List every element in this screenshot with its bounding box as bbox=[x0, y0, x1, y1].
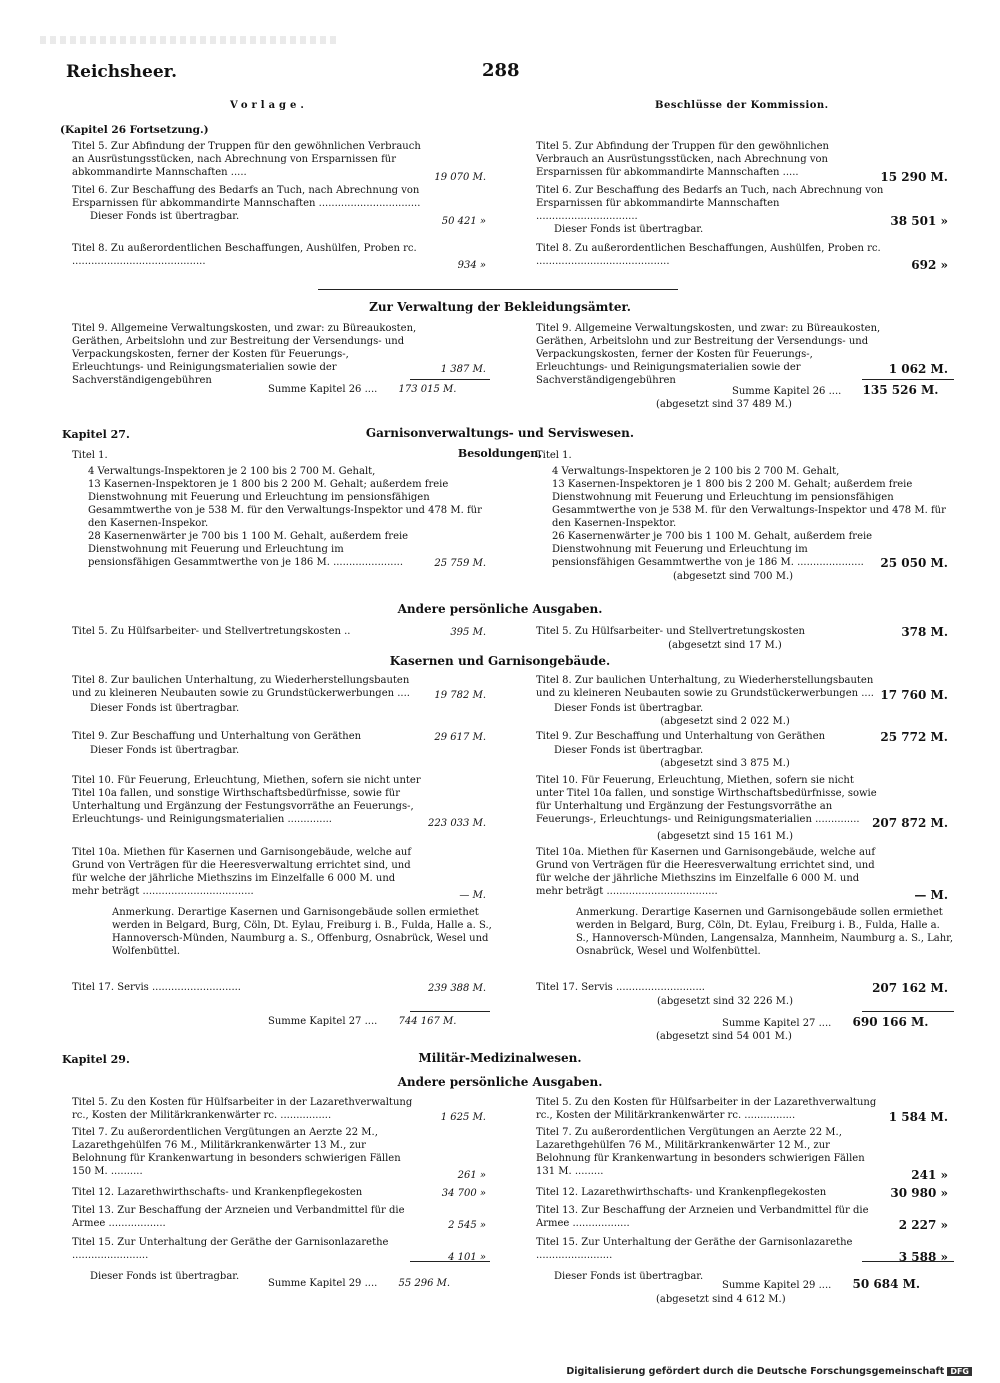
sum-rule bbox=[862, 1261, 954, 1262]
k27-t10a-right: Titel 10a. Miethen für Kasernen und Garnisongebäude, welche auf Grund von Verträgen für die Heeresverwaltung errichtet sind, und für welche der jährliche Miethszins im Einzelfalle 6 000 M. und mehr beträgt ................................... — M. Anmerkung. Derartige Kasernen und Garnisongebäude sollen ermiethet werden in Belgard, Burg, Cöln, Dt. Eylau, Freiburg i. B., Fulda, Halle a. S., Hannoversch-Münden, Langensalza, Mannheim, Naumburg a. S., Lahr, Osnabrück, Wesel und Wolfenbüttel. bbox=[536, 847, 954, 957]
k27-titel1-right: Titel 1. bbox=[536, 450, 572, 461]
k26-t5-left: Titel 5. Zur Abfindung der Truppen für den gewöhnlichen Verbrauch an Ausrüstungsstücken, nach Abrechnung von Ersparnissen für abkommandirte Mannschaften ..... 19 070 M. bbox=[72, 141, 486, 183]
kapitel-29-label: Kapitel 29. bbox=[62, 1053, 130, 1066]
k26-t5-right: Titel 5. Zur Abfindung der Truppen für den gewöhnlichen Verbrauch an Ausrüstungsstücken, nach Abrechnung von Ersparnissen für abkommandirte Mannschaften ..... 15 290 M. bbox=[536, 141, 948, 184]
sum-rule bbox=[862, 1011, 954, 1012]
k27-t17-right: Titel 17. Servis ............................ 207 162 M. (abgesetzt sind 32 226 M.) bbox=[536, 981, 948, 1007]
page-number: 288 bbox=[482, 60, 520, 81]
k27-t17-left: Titel 17. Servis ............................ 239 388 M. bbox=[72, 982, 486, 994]
sum-rule bbox=[410, 1261, 490, 1262]
footer bbox=[566, 1366, 972, 1377]
k26-sum-left: Summe Kapitel 26 .... 173 015 M. bbox=[268, 384, 457, 395]
k29-t15-left: Titel 15. Zur Unterhaltung der Geräthe der Garnisonlazarethe ........................ 4 101 » bbox=[72, 1237, 486, 1263]
k29-t7-left: Titel 7. Zu außerordentlichen Vergütungen an Aerzte 22 M., Lazarethgehülfen 76 M., Militärkrankenwärter 13 M., zur Belohnung für Krankenwartung in besonders schwierigen Fällen 150 M. .......... 261 » bbox=[72, 1127, 486, 1181]
k27-besoldung-right: 4 Verwaltungs-Inspektoren je 2 100 bis 2 700 M. Gehalt, 13 Kasernen-Inspektoren je 1 800 bis 2 200 M. Gehalt; außerdem freie Dienstwohnung mit Feuerung und Erleuchtung im pensionsfähigen Gesammtwerthe von je 538 M. für den Verwaltungs-Inspektor und 478 M. für den Kasernen-Inspektor. 26 Kasernenwärter je 700 bis 1 100 M. Gehalt, außerdem freie Dienstwohnung mit Feuerung und Erleuchtung im pensionsfähigen Gesammtwerthe von je 186 M. ..................... 25 050 M. (abgesetzt sind 700 M.) bbox=[552, 466, 948, 582]
section-andere-29: Andere persönliche Ausgaben. bbox=[397, 1075, 603, 1089]
k26-right-column bbox=[536, 140, 954, 272]
k26-t6-right: Titel 6. Zur Beschaffung des Bedarfs an Tuch, nach Abrechnung von Ersparnissen für abkommandirte Mannschaften ................................ Dieser Fonds ist übertragbar. 38 501 » bbox=[536, 185, 948, 235]
k29-sum-right: Summe Kapitel 29 .... 50 684 M. bbox=[722, 1277, 921, 1291]
dfg-logo: DFG bbox=[947, 1367, 972, 1376]
section-bekleidungsaemter: Zur Verwaltung der Bekleidungsämter. bbox=[369, 300, 631, 314]
k27-t5-right: Titel 5. Zu Hülfsarbeiter- und Stellvertretungskosten 378 M. (abgesetzt sind 17 M.) bbox=[536, 625, 948, 651]
section-medizinal: Militär-Medizinalwesen. bbox=[418, 1051, 582, 1065]
k27-t10a-left: Titel 10a. Miethen für Kasernen und Garnisongebäude, welche auf Grund von Verträgen für die Heeresverwaltung errichtet sind, und für welche der jährliche Miethszins im Einzelfalle 6 000 M. und mehr beträgt ................................... — M. Anmerkung. Derartige Kasernen und Garnisongebäude sollen ermiethet werden in Belgard, Burg, Cöln, Dt. Eylau, Freiburg i. B., Fulda, Halle a. S., Hannoversch-Münden, Naumburg a. S., Offenburg, Osnabrück, Wesel und Wolfenbüttel. bbox=[72, 847, 492, 957]
k26-t9-right: Titel 9. Allgemeine Verwaltungskosten, und zwar: zu Büreaukosten, Geräthen, Arbeitslohn und zur Bestreitung der Versendungs- und Verpackungskosten, ferner der Kosten für Feuerungs-, Erleuchtungs- und Reinigungsmaterialien sowie der Sachverständigengebühren 1 062 M. bbox=[536, 323, 948, 386]
k27-t8-left: Titel 8. Zur baulichen Unterhaltung, zu Wiederherstellungsbauten und zu kleineren Neubauten sowie zu Grundstückerwerbungen .... 19 782 M. Dieser Fonds ist übertragbar. bbox=[72, 675, 486, 714]
section-kasernen: Kasernen und Garnisongebäude. bbox=[389, 654, 611, 668]
divider bbox=[318, 289, 678, 290]
k29-t12-right: Titel 12. Lazarethwirthschafts- und Krankenpflegekosten 30 980 » bbox=[536, 1186, 948, 1200]
k27-t9-right: Titel 9. Zur Beschaffung und Unterhaltung von Geräthen 25 772 M. Dieser Fonds ist übertragbar. (abgesetzt sind 3 875 M.) bbox=[536, 730, 948, 769]
k27-t10-left: Titel 10. Für Feuerung, Erleuchtung, Miethen, sofern sie nicht unter Titel 10a fallen, und sonstige Wirthschaftsbedürfnisse, sowie für Unterhaltung und Ergänzung der Festungsvorräthe an Feuerungs-, Erleuchtungs- und Reinigungsmaterialien .............. 223 033 M. bbox=[72, 775, 486, 829]
kapitel-27-label: Kapitel 27. bbox=[62, 428, 130, 441]
section-andere-27: Andere persönliche Ausgaben. bbox=[397, 602, 603, 616]
k27-t8-right: Titel 8. Zur baulichen Unterhaltung, zu Wiederherstellungsbauten und zu kleineren Neubauten sowie zu Grundstückerwerbungen .... 17 760 M. Dieser Fonds ist übertragbar. (abgesetzt sind 2 022 M.) bbox=[536, 675, 948, 727]
k27-t9-left: Titel 9. Zur Beschaffung und Unterhaltung von Geräthen 29 617 M. Dieser Fonds ist übertragbar. bbox=[72, 731, 486, 756]
k26-t8-right: Titel 8. Zu außerordentlichen Beschaffungen, Aushülfen, Proben rc. .......................................... 692 » bbox=[536, 243, 948, 272]
k27-besoldung-left: 4 Verwaltungs-Inspektoren je 2 100 bis 2 700 M. Gehalt, 13 Kasernen-Inspektoren je 1 800 bis 2 200 M. Gehalt; außerdem freie Dienstwohnung mit Feuerung und Erleuchtung im pensionsfähigen Gesammtwerthe von je 538 M. für den Verwaltungs-Inspektor und 478 M. für den Kasernen-Inspekor. 28 Kasernenwärter je 700 bis 1 100 M. Gehalt, außerdem freie Dienstwohnung mit Feuerung und Erleuchtung im pensionsfähigen Gesammtwerthe von je 186 M. ...................... 25 759 M. bbox=[88, 466, 486, 569]
k27-titel1: Titel 1. bbox=[72, 450, 108, 461]
k26-left-column bbox=[72, 140, 492, 272]
k26-abgesetzt: (abgesetzt sind 37 489 M.) bbox=[656, 399, 792, 410]
k29-t13-left: Titel 13. Zur Beschaffung der Arzneien und Verbandmittel für die Armee .................. 2 545 » bbox=[72, 1205, 486, 1231]
k29-t15-right: Titel 15. Zur Unterhaltung der Geräthe der Garnisonlazarethe ........................ 3 588 » bbox=[536, 1237, 948, 1264]
k29-t7-right: Titel 7. Zu außerordentlichen Vergütungen an Aerzte 22 M., Lazarethgehülfen 76 M., Militärkrankenwärter 12 M., zur Belohnung für Krankenwartung in besonders schwierigen Fällen 131 M. ......... 241 » bbox=[536, 1127, 948, 1182]
k27-sum-abgesetzt: (abgesetzt sind 54 001 M.) bbox=[656, 1031, 792, 1042]
sum-rule bbox=[410, 1011, 490, 1012]
sum-rule bbox=[410, 379, 490, 380]
continuation-note: (Kapitel 26 Fortsetzung.) bbox=[60, 124, 209, 136]
running-header: Reichsheer. bbox=[66, 62, 177, 82]
k29-t5-left: Titel 5. Zu den Kosten für Hülfsarbeiter in der Lazarethverwaltung rc., Kosten der Militärkrankenwärter rc. ................ 1 625 M. bbox=[72, 1097, 486, 1123]
k29-sum-left: Summe Kapitel 29 .... 55 296 M. bbox=[268, 1278, 451, 1289]
scan-artifact bbox=[40, 36, 340, 44]
k26-sum-right: Summe Kapitel 26 .... 135 526 M. bbox=[732, 383, 939, 397]
k27-t10-right: Titel 10. Für Feuerung, Erleuchtung, Miethen, sofern sie nicht unter Titel 10a fallen, und sonstige Wirthschaftsbedürfnisse, sowie für Unterhaltung und Ergänzung der Festungsvorräthe an Feuerungs-, Erleuchtungs- und Reinigungsmaterialien .............. 207 872 M. (abgesetzt sind 15 161 M.) bbox=[536, 775, 948, 842]
k29-sum-abgesetzt: (abgesetzt sind 4 612 M.) bbox=[656, 1294, 786, 1305]
section-besoldungen: Besoldungen. bbox=[457, 447, 543, 460]
sum-rule bbox=[862, 379, 954, 380]
k26-t6-left: Titel 6. Zur Beschaffung des Bedarfs an Tuch, nach Abrechnung von Ersparnissen für abkommandirte Mannschaften ................................ Dieser Fonds ist übertragbar. 50 421 » bbox=[72, 185, 486, 227]
left-column-heading: Vorlage. bbox=[230, 100, 308, 111]
k26-t8-left: Titel 8. Zu außerordentlichen Beschaffungen, Aushülfen, Proben rc. .......................................... 934 » bbox=[72, 243, 486, 271]
right-column-heading: Beschlüsse der Kommission. bbox=[655, 100, 829, 111]
k27-sum-right: Summe Kapitel 27 .... 690 166 M. bbox=[722, 1015, 929, 1029]
k29-right-column: Titel 5. Zu den Kosten für Hülfsarbeiter in der Lazarethverwaltung rc., Kosten der Militärkrankenwärter rc. ................ 1 584 M. Titel 7. Zu außerordentlichen Vergütungen an Aerzte 22 M., Lazarethgehülfen 76 M., Militärkrankenwärter 12 M., zur Belohnung für Krankenwartung in besonders schwierigen Fällen 131 M. ......... 241 » Titel 12. Lazarethwirthschafts- und Krankenpflegekosten 30 980 » Titel 13. Zur Beschaffung der Arzneien und Verbandmittel für die Armee .................. 2 227 » Titel 15. Zur Unterhaltung der Geräthe der Garnisonlazarethe ........................ 3 588 » Dieser Fonds ist übertragbar. bbox=[536, 1096, 954, 1283]
k29-t5-right: Titel 5. Zu den Kosten für Hülfsarbeiter in der Lazarethverwaltung rc., Kosten der Militärkrankenwärter rc. ................ 1 584 M. bbox=[536, 1097, 948, 1124]
k29-t13-right: Titel 13. Zur Beschaffung der Arzneien und Verbandmittel für die Armee .................. 2 227 » bbox=[536, 1205, 948, 1232]
section-garnison: Garnisonverwaltungs- und Serviswesen. bbox=[365, 426, 635, 440]
k26-t9-left: Titel 9. Allgemeine Verwaltungskosten, und zwar: zu Büreaukosten, Geräthen, Arbeitslohn und zur Bestreitung der Versendungs- und Verpackungskosten, ferner der Kosten für Feuerungs-, Erleuchtungs- und Reinigungsmaterialien sowie der Sachverständigengebühren 1 387 M. bbox=[72, 323, 486, 386]
k29-t12-left: Titel 12. Lazarethwirthschafts- und Krankenpflegekosten 34 700 » bbox=[72, 1187, 486, 1199]
footer-text: Digitalisierung gefördert durch die Deutsche Forschungsgemeinschaft bbox=[566, 1366, 945, 1377]
k27-t5-left: Titel 5. Zu Hülfsarbeiter- und Stellvertretungskosten .. 395 M. bbox=[72, 626, 486, 638]
k29-left-column: Titel 5. Zu den Kosten für Hülfsarbeiter in der Lazarethverwaltung rc., Kosten der Militärkrankenwärter rc. ................ 1 625 M. Titel 7. Zu außerordentlichen Vergütungen an Aerzte 22 M., Lazarethgehülfen 76 M., Militärkrankenwärter 13 M., zur Belohnung für Krankenwartung in besonders schwierigen Fällen 150 M. .......... 261 » Titel 12. Lazarethwirthschafts- und Krankenpflegekosten 34 700 » Titel 13. Zur Beschaffung der Arzneien und Verbandmittel für die Armee .................. 2 545 » Titel 15. Zur Unterhaltung der Geräthe der Garnisonlazarethe ........................ 4 101 » Dieser Fonds ist übertragbar. bbox=[72, 1096, 492, 1283]
k27-sum-left: Summe Kapitel 27 .... 744 167 M. bbox=[268, 1016, 457, 1027]
